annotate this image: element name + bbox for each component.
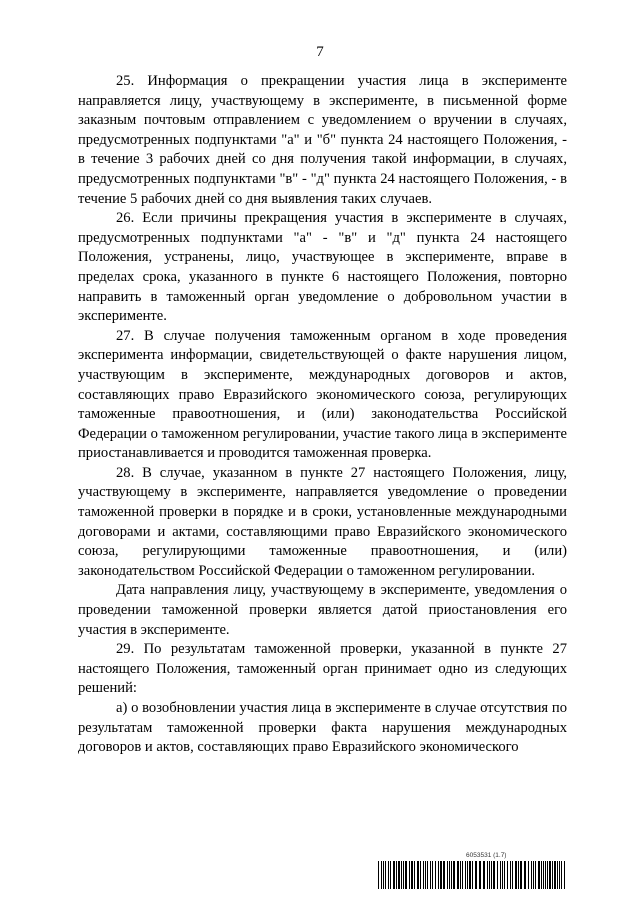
paragraph-25: 25. Информация о прекращении участия лица в эксперименте направляется лицу, участвующему в эксперименте, в письменной форме заказным почтовым отправлением с уведомлением о вручении в случаях, предусмотренных подпунктами "а" и "б" пункта 24 настоящего Положения, - в течение 3 рабочих дней со дня получения такой информации, в случаях, предусмотренных подпунктами "в" - "д" пункта 24 настоящего Положения, - в течение 5 рабочих дней со дня выявления таких случаев. <box>78 73 567 207</box>
page-number: 7 <box>316 44 324 60</box>
paragraph-29-a: а) о возобновлении участия лица в эксперименте в случае отсутствия по результатам таможенной проверки факта нарушения международных договоров и актов, составляющих право Евразийского экономического <box>78 700 567 756</box>
paragraph-27: 27. В случае получения таможенным органом в ходе проведения эксперимента информации, свидетельствующей о факте нарушения лицом, участвующим в эксперименте, международных договоров и актов, составляющих право Евразийского экономического союза, регулирующих таможенные правоотношения, и (или) законодательства Российской Федерации о таможенном регулировании, участие такого лица в эксперименте приостанавливается и проводится таможенная проверка. <box>78 327 567 462</box>
barcode-bars <box>378 861 568 889</box>
paragraph-28: 28. В случае, указанном в пункте 27 настоящего Положения, лицу, участвующему в эксперименте, направляется уведомление о проведении таможенной проверки в порядке и в сроки, установленные международными договорами и актами, составляющими право Евразийского экономического союза, регулирующими таможенные правоотношения, и (или) законодательством Российской Федерации о таможенном регулировании. <box>78 464 567 579</box>
barcode-label: 6053531 (1.7) <box>466 852 507 859</box>
paragraph-28-note: Дата направления лицу, участвующему в эксперименте, уведомления о проведении таможенной проверки является датой приостановления его участия в эксперименте. <box>78 582 567 638</box>
barcode <box>378 852 568 890</box>
paragraph-29: 29. По результатам таможенной проверки, указанной в пункте 27 настоящего Положения, таможенный орган принимает одно из следующих решений: <box>78 641 567 697</box>
paragraph-26: 26. Если причины прекращения участия в эксперименте в случаях, предусмотренных подпунктами "а" - "в" и "д" пункта 24 настоящего Положения, устранены, лицо, участвующее в эксперименте, вправе в пределах срока, указанного в пункте 6 настоящего Положения, повторно направить в таможенный орган уведомление о добровольном участии в эксперименте. <box>78 210 567 325</box>
document-body <box>78 72 567 758</box>
